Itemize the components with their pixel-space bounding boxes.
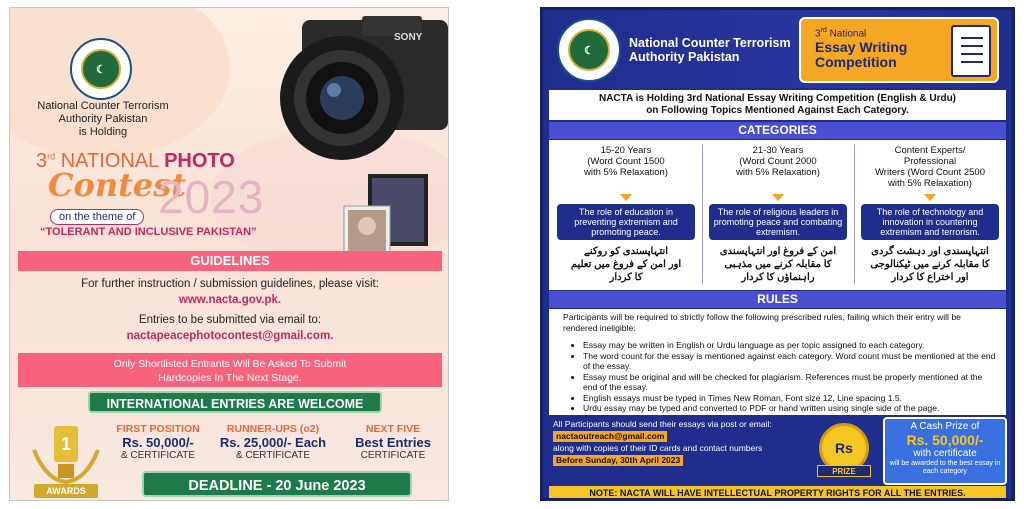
prize-value: Best Entries — [355, 435, 431, 450]
submission-email-link[interactable]: nactaoutreach@gmail.com — [553, 431, 667, 442]
organizer-text — [629, 36, 791, 64]
note-line: Only Shortlisted Entrants Will Be Asked To Submit — [113, 358, 347, 370]
age-line: 21-30 Years — [752, 145, 804, 156]
rule-item: • Essay may be written in English or Urdu language as per topic assigned to each category. — [583, 340, 996, 351]
camera-image — [262, 16, 449, 166]
categories-panel — [549, 140, 1006, 290]
rule-item: • Urdu essay may be typed and converted to PDF or hand written using single side of the page. — [583, 403, 996, 414]
prize-extra: & CERTIFICATE — [235, 450, 311, 461]
submission-info — [553, 419, 811, 466]
badge-sup: rd — [820, 27, 827, 34]
contest-theme: “TOLERANT AND INCLUSIVE PAKISTAN” — [40, 226, 257, 238]
urdu-line: کا مقابلہ کرنے میں ٹیکنالوجی — [870, 259, 990, 270]
intro-line: NACTA is Holding 3rd National Essay Writing Competition (English & Urdu) — [598, 93, 957, 104]
prize-extra: & CERTIFICATE — [120, 450, 196, 461]
badge-title — [815, 40, 907, 70]
badge-line: Competition — [815, 54, 897, 70]
organizer-text — [28, 100, 178, 139]
arrow-down-icon — [620, 194, 632, 201]
rules-intro: Participants will be required to strictly follow the following prescribed rules, failing which their entry will be rendered ineligible: — [563, 312, 961, 333]
category-age — [703, 145, 853, 178]
age-line: with 5% Relaxation) — [584, 167, 668, 178]
category-topic: The role of religious leaders in promoting peace and combating extremism. — [709, 204, 847, 240]
org-line: Authority Pakistan — [629, 50, 740, 64]
badge-ordinal: 3 — [815, 28, 821, 40]
prize-next-five — [340, 423, 446, 461]
competition-badge — [799, 17, 999, 83]
prize-value: Rs. 25,000/- Each — [219, 435, 327, 450]
urdu-line: کا مقابلہ کرنے میں مذہبی — [724, 259, 832, 270]
rule-item: • Essay must be original and will be checked for plagiarism. References must be properly mentioned at the end of the essay. — [583, 372, 996, 393]
urdu-line: انتہاپسندی اور دہشت گردی — [871, 246, 989, 257]
submission-email-link[interactable]: nactapeacephotocontest@gmail.com. — [126, 330, 334, 342]
urdu-line: انتہاپسندی کو روکنے — [583, 246, 669, 257]
category-topic-urdu — [551, 245, 701, 284]
entries-text: Entries to be submitted via email to: — [138, 314, 322, 326]
essay-intro — [549, 90, 1006, 120]
org-line: National Counter Terrorism — [629, 36, 791, 50]
guidelines-text: For further instruction / submission guidelines, please visit: — [81, 278, 379, 290]
essay-deadline: Before Sunday, 30th April 2023 — [553, 455, 683, 466]
photo-contest-poster — [9, 7, 449, 501]
prize-title: NEXT FIVE — [365, 423, 421, 435]
urdu-line: کا کردار — [609, 272, 643, 283]
send-text: All Participants should send their essays via post or email: — [553, 419, 772, 429]
urdu-line: راہنماؤں کا کردار — [741, 272, 815, 283]
rules-panel — [549, 309, 1006, 415]
title-main: NATIONAL — [60, 150, 159, 172]
cash-note: will be awarded to the best essay in each category — [889, 460, 1001, 475]
rules-heading: RULES — [549, 291, 1006, 308]
category-topic: The role of education in preventing extremism and promoting peace. — [557, 204, 695, 240]
age-line: Writers (Word Count 2500 — [875, 167, 985, 178]
prize-value: Rs. 50,000/- — [122, 435, 194, 450]
age-line: (Word Count 2000 — [739, 156, 817, 167]
prize-runner-ups — [210, 423, 336, 461]
nacta-logo: ☾ — [70, 38, 132, 100]
age-line: Content Experts/ — [894, 145, 966, 156]
category-topic-urdu — [855, 245, 1005, 284]
category-age — [551, 145, 701, 178]
categories-heading: CATEGORIES — [549, 122, 1006, 139]
rule-item: • English essays must be typed in Times New Roman, Font size 12, Line spacing 1.5. — [583, 393, 996, 404]
send-text-2: along with copies of their ID cards and contact numbers — [553, 443, 763, 453]
international-banner: INTERNATIONAL ENTRIES ARE WELCOME — [88, 391, 382, 413]
contest-year: 2023 — [158, 171, 265, 223]
age-line: 15-20 Years — [600, 145, 652, 156]
photo-deadline: DEADLINE - 20 June 2023 — [142, 471, 412, 497]
nacta-logo: ☾ — [557, 18, 621, 82]
age-line: with 5% Relaxation) — [888, 178, 972, 189]
category-card — [551, 140, 701, 290]
urdu-line: اور اختراع کا کردار — [891, 272, 969, 283]
badge-national: National — [829, 28, 867, 40]
cash-intro: A Cash Prize of — [910, 421, 980, 432]
urdu-line: اور امن کے فروغ میں تعلیم — [570, 259, 682, 270]
prize-extra: CERTIFICATE — [360, 450, 426, 461]
title-bold: PHOTO — [164, 150, 235, 172]
note-line: Hardcopies In The Next Stage. — [158, 372, 302, 384]
org-line: is Holding — [78, 126, 128, 138]
intro-line: on Following Topics Mentioned Against Each Category. — [646, 105, 909, 116]
cash-cert: with certificate — [913, 448, 977, 459]
theme-intro: on the theme of — [50, 209, 144, 225]
arrow-down-icon — [924, 194, 936, 201]
ip-rights-note: NOTE: NACTA WILL HAVE INTELLECTUAL PROPERTY RIGHTS FOR ALL THE ENTRIES. — [549, 486, 1006, 500]
essay-competition-poster — [540, 7, 1015, 501]
arrow-down-icon — [772, 194, 784, 201]
contest-script-title: Contest — [48, 166, 187, 204]
category-topic: The role of technology and innovation in countering extremism and terrorism. — [861, 204, 999, 240]
prize-title: RUNNER-UPS (o2) — [226, 423, 320, 435]
camera-brand: SONY — [394, 32, 423, 43]
shortlist-note — [18, 353, 442, 387]
org-line: National Counter Terrorism — [37, 100, 169, 112]
submission-section — [549, 417, 1006, 485]
cash-prize-box — [883, 417, 1007, 485]
rupee-coin-icon: Rs — [819, 423, 869, 473]
awards-label: AWARDS — [34, 484, 98, 498]
urdu-line: امن کے فروغ اور انتہاپسندی — [719, 246, 837, 257]
svg-text:1: 1 — [60, 434, 72, 454]
prize-first — [106, 423, 210, 461]
badge-line: Essay Writing — [815, 39, 908, 55]
title-ordinal: 3 — [36, 150, 48, 172]
guidelines-heading: GUIDELINES — [18, 251, 442, 271]
prize-label: PRIZE — [817, 465, 871, 477]
title-sup: rd — [47, 151, 56, 162]
category-topic-urdu — [703, 245, 853, 284]
age-line: with 5% Relaxation) — [736, 167, 820, 178]
org-line: Authority Pakistan — [58, 113, 148, 125]
cash-value: Rs. 50,000/- — [906, 432, 984, 448]
rules-list — [583, 340, 996, 414]
badge-small — [815, 27, 866, 39]
category-card — [703, 140, 853, 290]
category-age — [855, 145, 1005, 189]
category-card — [855, 140, 1005, 290]
prize-title: FIRST POSITION — [116, 423, 200, 435]
age-line: Professional — [903, 156, 957, 167]
age-line: (Word Count 1500 — [587, 156, 665, 167]
rule-item: • The word count for the essay is mentioned against each category. Word count must be mentioned at the end of the essay. — [583, 351, 996, 372]
notepad-icon — [951, 25, 991, 77]
website-link[interactable]: www.nacta.gov.pk. — [178, 294, 282, 306]
